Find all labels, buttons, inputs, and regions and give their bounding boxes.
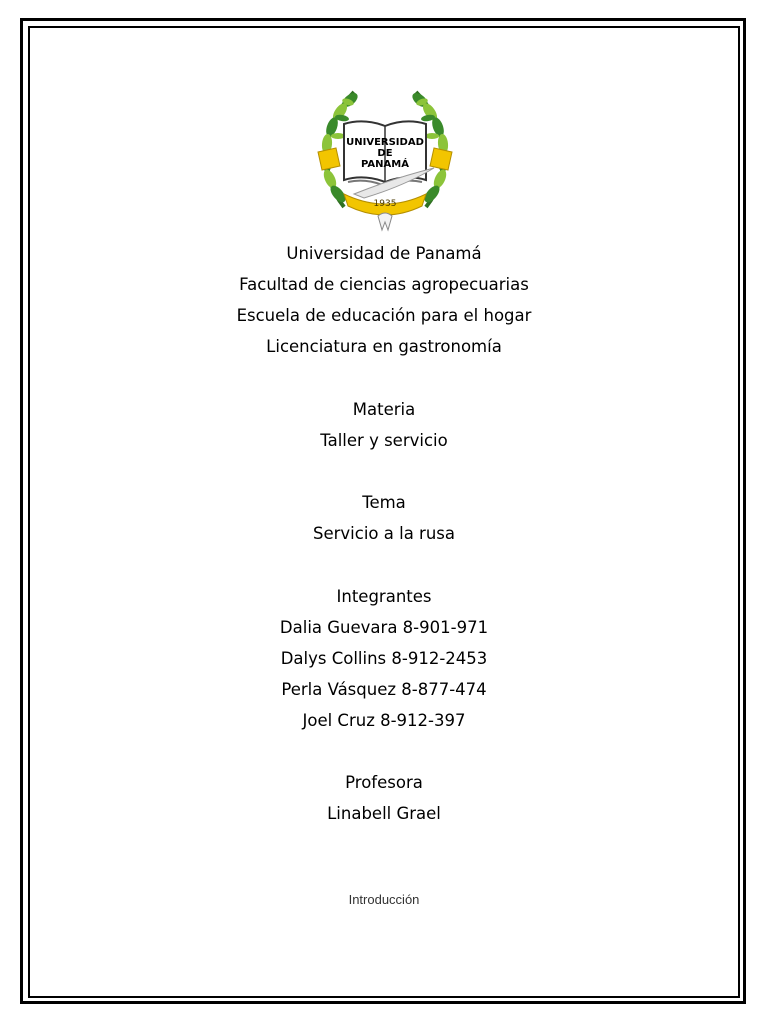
faculty-name: Facultad de ciencias agropecuarias	[239, 275, 529, 294]
topic-value: Servicio a la rusa	[313, 524, 455, 543]
seal-text-line-3: PANAMÁ	[361, 159, 409, 170]
member-item: Joel Cruz 8-912-397	[302, 711, 466, 730]
members-label: Integrantes	[336, 587, 432, 606]
seal-text-line-1: UNIVERSIDAD	[346, 137, 424, 148]
school-name: Escuela de educación para el hogar	[236, 306, 532, 325]
degree-name: Licenciatura en gastronomía	[266, 337, 502, 356]
seal-text-line-2: DE	[377, 148, 393, 159]
next-section-heading: Introducción	[348, 892, 420, 907]
subject-label: Materia	[352, 400, 416, 419]
university-name: Universidad de Panamá	[286, 244, 482, 263]
university-seal-logo	[314, 82, 456, 234]
seal-year: 1935	[373, 199, 397, 209]
member-item: Dalia Guevara 8-901-971	[279, 618, 489, 637]
member-item: Perla Vásquez 8-877-474	[281, 680, 487, 699]
subject-value: Taller y servicio	[320, 431, 448, 450]
topic-label: Tema	[362, 493, 406, 512]
member-item: Dalys Collins 8-912-2453	[280, 649, 488, 668]
teacher-label: Profesora	[345, 773, 423, 792]
bow-icon	[378, 213, 392, 230]
teacher-name: Linabell Grael	[327, 804, 441, 823]
